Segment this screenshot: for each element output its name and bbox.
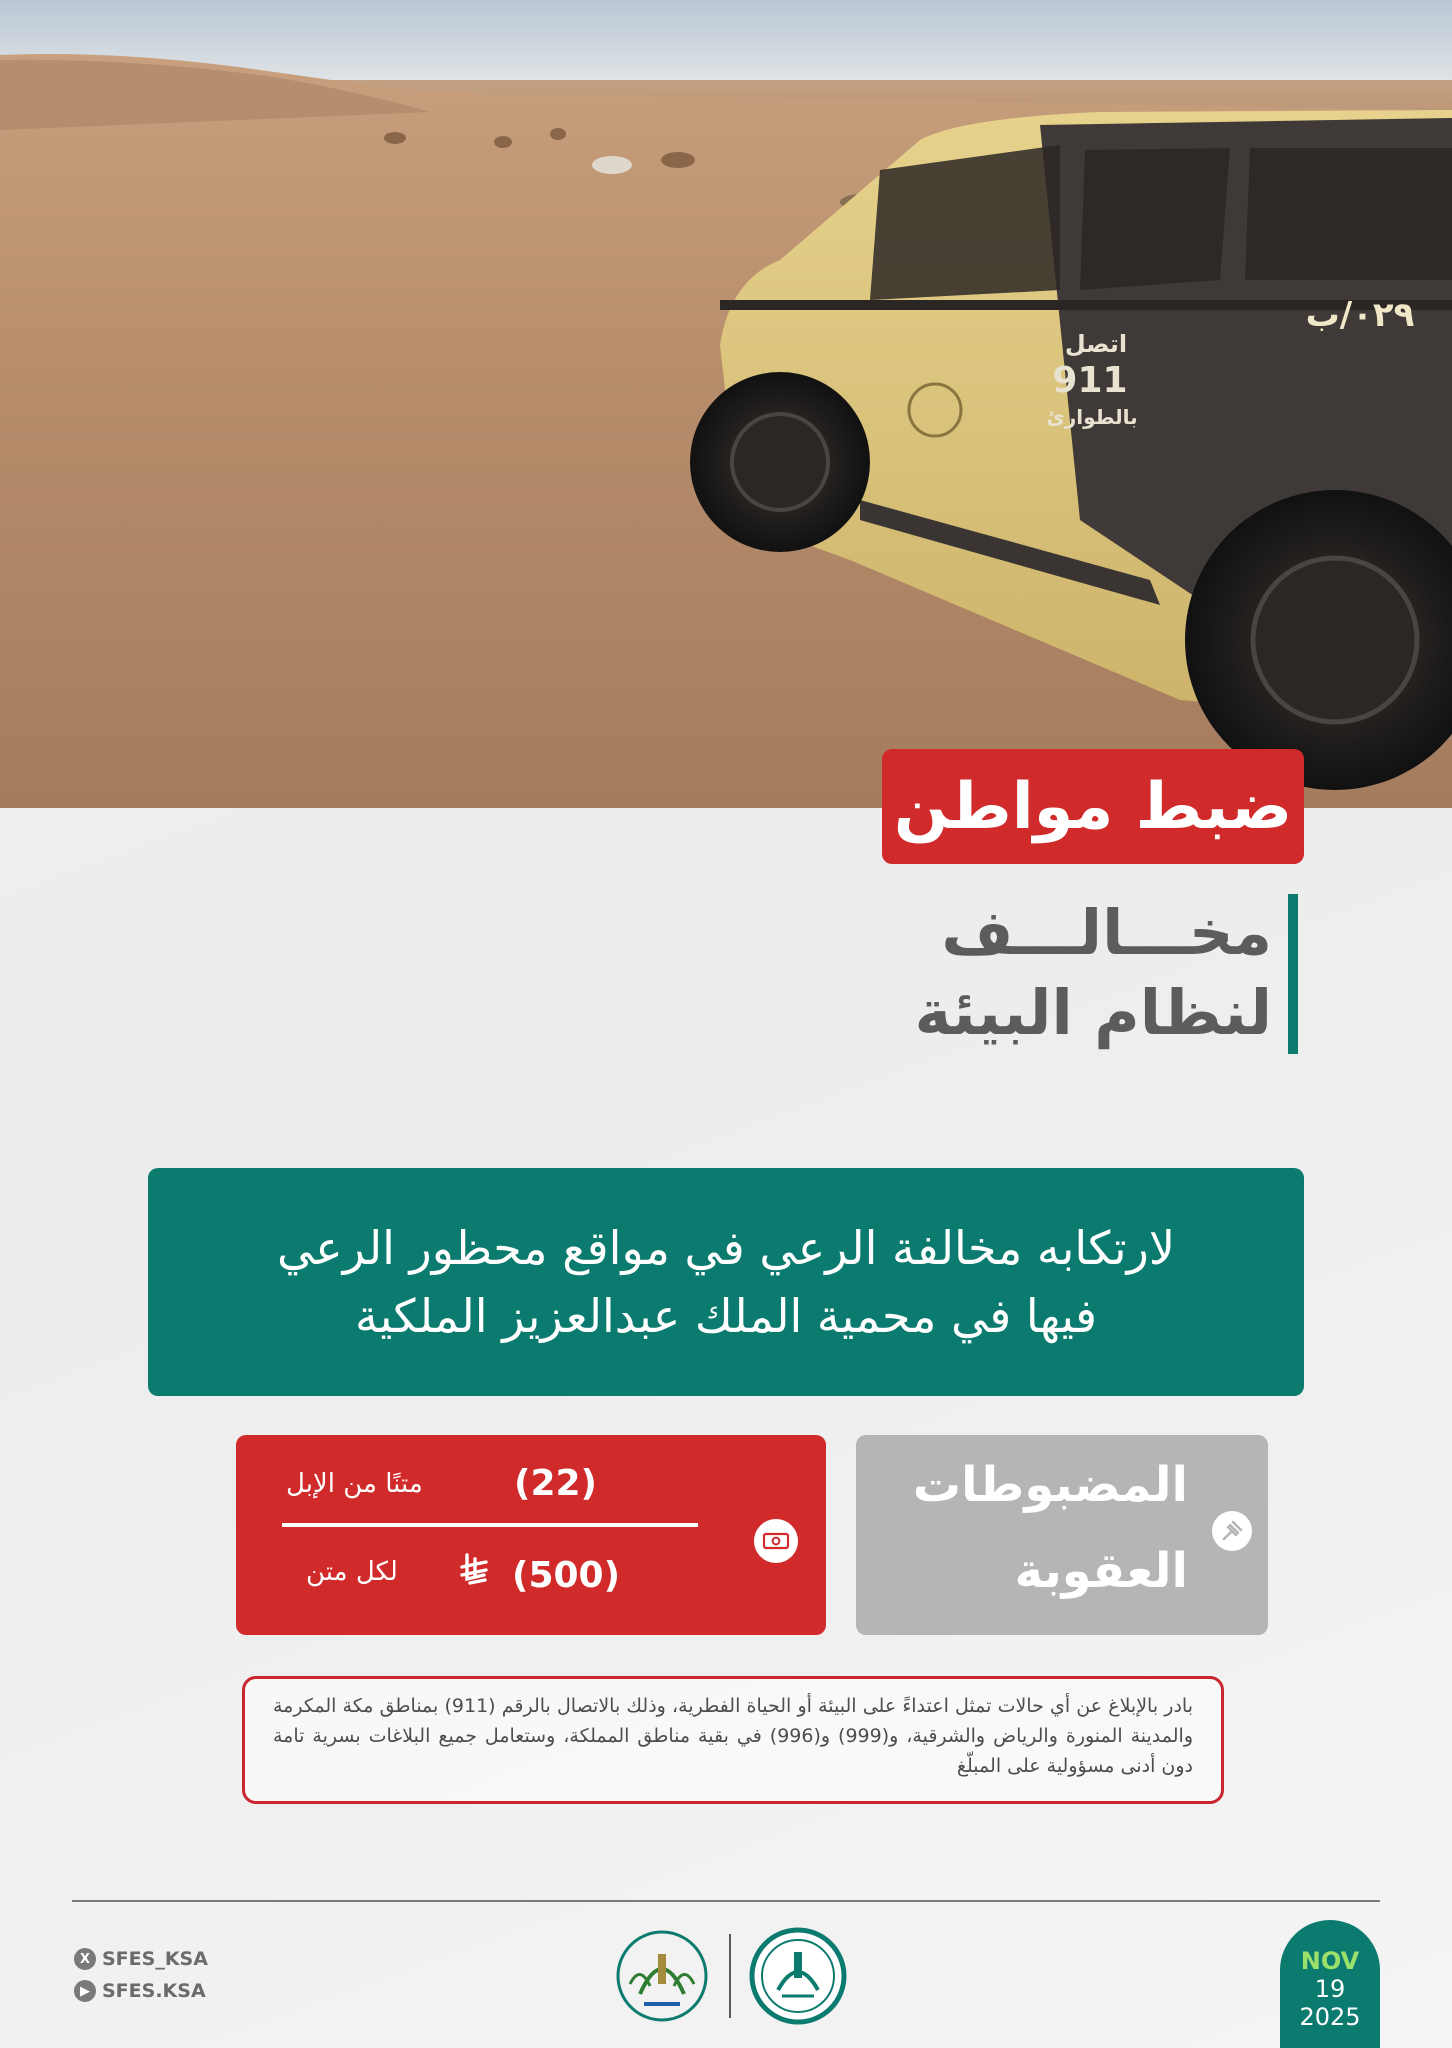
hero-photo — [0, 0, 1452, 808]
title-line-2: لنظام البيئة — [914, 976, 1272, 1049]
x-handle[interactable] — [74, 1948, 208, 1970]
door-text-emergency: بالطوارئ — [1046, 405, 1138, 429]
fine-amount-label: لكل متن — [306, 1557, 398, 1587]
labels-card — [856, 1435, 1268, 1635]
label-penalty: العقوبة — [1014, 1543, 1188, 1599]
penalty-card — [236, 1435, 826, 1635]
fine-amount: (500) — [512, 1555, 621, 1596]
environment-forces-logo — [618, 1932, 706, 2020]
riyal-icon — [458, 1553, 488, 1596]
penalty-divider — [282, 1523, 698, 1527]
door-text-911: 911 — [1052, 360, 1128, 401]
x-icon: X — [74, 1948, 96, 1970]
footer-divider — [72, 1900, 1380, 1902]
date-day: 19 — [1314, 1975, 1346, 2003]
gavel-icon — [1212, 1511, 1252, 1551]
date-month: NOV — [1300, 1947, 1360, 1975]
door-text-call: اتصل — [1064, 330, 1128, 358]
youtube-handle[interactable] — [74, 1980, 206, 2002]
seized-count: (22) — [514, 1463, 598, 1504]
desert-scene — [0, 0, 1452, 808]
x-handle-text: SFES_KSA — [102, 1948, 208, 1970]
report-notice: بادر بالإبلاغ عن أي حالات تمثل اعتداءً على البيئة أو الحياة الفطرية، وذلك بالاتصال بالرقم (911) بمناطق مكة المكرمة والمدينة المنورة والرياض والشرقية، و(999) و(996) في بقية مناطق المملكة، وستعامل جميع البلاغات بسرية تامة دون أدنى مسؤولية على المبلّغ — [242, 1676, 1224, 1804]
footer-logos — [600, 1924, 860, 2028]
title-accent-bar — [1288, 894, 1298, 1054]
youtube-icon: ▶ — [74, 1980, 96, 2002]
date-badge — [1280, 1920, 1380, 2048]
violation-box — [148, 1168, 1304, 1396]
ministry-logo — [752, 1930, 844, 2022]
money-icon — [754, 1519, 798, 1563]
youtube-handle-text: SFES.KSA — [102, 1980, 206, 2002]
label-seized: المضبوطات — [912, 1457, 1188, 1513]
title-badge: ضبط مواطن — [882, 749, 1304, 864]
date-year: 2025 — [1299, 2003, 1361, 2031]
vehicle-plate: ٠٢٩/ب — [1305, 295, 1415, 335]
violation-line-2: فيها في محمية الملك عبدالعزيز الملكية — [355, 1289, 1097, 1343]
title-line-1: مخـــالـــف — [941, 896, 1272, 969]
violation-line-1: لارتكابه مخالفة الرعي في مواقع محظور الرعي — [276, 1221, 1176, 1275]
seized-count-label: متنًا من الإبل — [286, 1469, 423, 1499]
